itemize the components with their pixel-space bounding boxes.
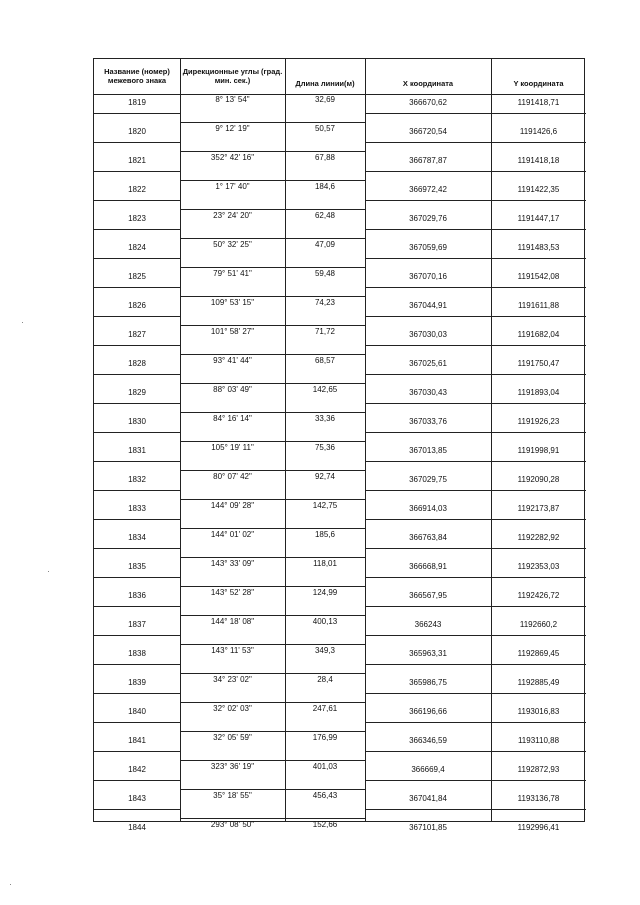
name-row-divider <box>94 374 180 375</box>
segment-row-divider <box>180 789 365 790</box>
segment-length: 349,3 <box>314 646 336 655</box>
point-name: 1831 <box>128 446 146 455</box>
segment-length: 92,74 <box>314 472 336 481</box>
point-y: 1192872,93 <box>517 765 560 774</box>
segment-angle: 143° 33' 09" <box>210 559 255 568</box>
segment-length: 142,65 <box>312 385 338 394</box>
name-row-divider <box>94 664 180 665</box>
segment-row-divider <box>180 209 365 210</box>
segment-length: 124,99 <box>312 588 338 597</box>
segment-length: 456,43 <box>312 791 338 800</box>
segment-length: 400,13 <box>312 617 338 626</box>
coord-row-divider <box>365 113 586 114</box>
point-name: 1841 <box>128 736 146 745</box>
segment-length: 62,48 <box>314 211 336 220</box>
segment-length: 185,6 <box>314 530 336 539</box>
coord-row-divider <box>365 432 586 433</box>
point-name: 1839 <box>128 678 146 687</box>
segment-row-divider <box>180 238 365 239</box>
coord-row-divider <box>365 345 586 346</box>
segment-length: 142,75 <box>312 501 338 510</box>
point-y: 1191422,35 <box>517 185 560 194</box>
point-name: 1828 <box>128 359 146 368</box>
coord-row-divider <box>365 519 586 520</box>
segment-angle: 293° 08' 50" <box>210 820 255 829</box>
segment-row-divider <box>180 499 365 500</box>
coord-row-divider <box>365 548 586 549</box>
segment-length: 59,48 <box>314 269 336 278</box>
point-name: 1843 <box>128 794 146 803</box>
scan-speck <box>48 571 49 572</box>
name-row-divider <box>94 403 180 404</box>
segment-angle: 8° 13' 54" <box>215 95 250 104</box>
point-x: 367030,03 <box>409 330 447 339</box>
segment-length: 247,61 <box>312 704 338 713</box>
name-row-divider <box>94 722 180 723</box>
segment-angle: 144° 18' 08" <box>210 617 255 626</box>
point-x: 366243 <box>414 620 442 629</box>
point-y: 1191682,04 <box>517 330 560 339</box>
segment-angle: 109° 53' 15" <box>210 298 255 307</box>
segment-angle: 144° 01' 02" <box>210 530 255 539</box>
point-x: 367029,75 <box>409 475 447 484</box>
segment-angle: 143° 52' 28" <box>210 588 255 597</box>
segment-angle: 80° 07' 42" <box>213 472 252 481</box>
segment-angle: 105° 19' 11" <box>211 443 254 452</box>
coord-row-divider <box>365 490 586 491</box>
segment-angle: 323° 36' 19" <box>210 762 255 771</box>
point-y: 1192173,87 <box>517 504 560 513</box>
segment-angle: 101° 58' 27" <box>210 327 255 336</box>
point-y: 1191542,08 <box>517 272 560 281</box>
segment-angle: 50° 32' 25" <box>213 240 252 249</box>
point-y: 1191893,04 <box>517 388 560 397</box>
segment-angle: 93° 41' 44" <box>213 356 252 365</box>
coord-row-divider <box>365 693 586 694</box>
point-x: 366669,4 <box>411 765 445 774</box>
name-row-divider <box>94 345 180 346</box>
header-y-coordinate: Y координата <box>513 79 564 89</box>
segment-length: 71,72 <box>314 327 336 336</box>
coord-row-divider <box>365 606 586 607</box>
segment-row-divider <box>180 702 365 703</box>
point-y: 1192996,41 <box>517 823 560 832</box>
point-name: 1838 <box>128 649 146 658</box>
point-name: 1835 <box>128 562 146 571</box>
point-y: 1192282,92 <box>517 533 560 542</box>
point-y: 1191926,23 <box>517 417 560 426</box>
point-y: 1192660,2 <box>519 620 558 629</box>
segment-angle: 84° 16' 14" <box>213 414 252 423</box>
point-x: 367059,69 <box>409 243 447 252</box>
point-name: 1836 <box>128 591 146 600</box>
coord-row-divider <box>365 461 586 462</box>
coord-row-divider <box>365 780 586 781</box>
point-x: 366196,66 <box>409 707 447 716</box>
coord-row-divider <box>365 229 586 230</box>
point-y: 1192869,45 <box>517 649 560 658</box>
segment-length: 118,01 <box>313 559 337 568</box>
segment-length: 32,69 <box>314 95 336 104</box>
segment-angle: 143° 11' 53" <box>211 646 254 655</box>
point-x: 367025,61 <box>409 359 447 368</box>
point-x: 366787,87 <box>409 156 447 165</box>
coord-row-divider <box>365 200 586 201</box>
point-name: 1827 <box>128 330 146 339</box>
segment-row-divider <box>180 325 365 326</box>
point-name: 1842 <box>128 765 146 774</box>
segment-row-divider <box>180 528 365 529</box>
name-row-divider <box>94 577 180 578</box>
name-row-divider <box>94 142 180 143</box>
point-name: 1820 <box>128 127 146 136</box>
segment-angle: 88° 03' 49" <box>213 385 252 394</box>
point-y: 1193016,83 <box>517 707 560 716</box>
name-row-divider <box>94 229 180 230</box>
point-name: 1840 <box>128 707 146 716</box>
coord-row-divider <box>365 722 586 723</box>
point-y: 1193136,78 <box>517 794 560 803</box>
point-y: 1191418,18 <box>517 156 560 165</box>
segment-angle: 23° 24' 20" <box>213 211 252 220</box>
point-y: 1191426,6 <box>519 127 558 136</box>
segment-length: 176,99 <box>312 733 338 742</box>
coord-row-divider <box>365 403 586 404</box>
point-x: 367101,85 <box>409 823 447 832</box>
segment-row-divider <box>180 818 365 819</box>
point-x: 365963,31 <box>409 649 447 658</box>
segment-length: 152,66 <box>312 820 338 829</box>
point-x: 366763,84 <box>409 533 447 542</box>
point-x: 366567,95 <box>409 591 447 600</box>
segment-row-divider <box>180 296 365 297</box>
point-y: 1192090,28 <box>517 475 560 484</box>
point-name: 1821 <box>128 156 146 165</box>
coord-row-divider <box>365 258 586 259</box>
coord-row-divider <box>365 287 586 288</box>
point-y: 1191611,88 <box>517 301 560 310</box>
segment-row-divider <box>180 441 365 442</box>
coord-row-divider <box>365 142 586 143</box>
point-y: 1193110,88 <box>517 736 560 745</box>
point-name: 1825 <box>128 272 146 281</box>
point-x: 367044,91 <box>409 301 447 310</box>
point-y: 1191750,47 <box>517 359 560 368</box>
segment-row-divider <box>180 586 365 587</box>
point-name: 1822 <box>128 185 146 194</box>
point-x: 366670,62 <box>409 98 447 107</box>
segment-angle: 352° 42' 16" <box>210 153 255 162</box>
point-y: 1191998,91 <box>517 446 560 455</box>
point-x: 367030,43 <box>409 388 447 397</box>
coord-row-divider <box>365 809 586 810</box>
coord-row-divider <box>365 171 586 172</box>
segment-row-divider <box>180 412 365 413</box>
segment-length: 74,23 <box>314 298 336 307</box>
point-name: 1833 <box>128 504 146 513</box>
point-name: 1824 <box>128 243 146 252</box>
segment-angle: 144° 09' 28" <box>210 501 255 510</box>
coord-row-divider <box>365 664 586 665</box>
name-row-divider <box>94 316 180 317</box>
point-name: 1830 <box>128 417 146 426</box>
segment-angle: 34° 23' 02" <box>213 675 252 684</box>
name-row-divider <box>94 809 180 810</box>
point-x: 367029,76 <box>409 214 447 223</box>
segment-angle: 32° 05' 59" <box>213 733 252 742</box>
point-x: 366346,59 <box>409 736 447 745</box>
segment-length: 75,36 <box>314 443 336 452</box>
segment-angle: 35° 18' 55" <box>213 791 252 800</box>
name-row-divider <box>94 113 180 114</box>
point-x: 366972,42 <box>409 185 447 194</box>
segment-length: 47,09 <box>314 240 336 249</box>
segment-row-divider <box>180 151 365 152</box>
segment-row-divider <box>180 615 365 616</box>
name-row-divider <box>94 635 180 636</box>
segment-row-divider <box>180 267 365 268</box>
segment-row-divider <box>180 383 365 384</box>
point-name: 1819 <box>128 98 146 107</box>
point-x: 366914,03 <box>409 504 447 513</box>
name-row-divider <box>94 171 180 172</box>
name-row-divider <box>94 751 180 752</box>
coord-row-divider <box>365 577 586 578</box>
segment-angle: 32° 02' 03" <box>213 704 252 713</box>
segment-row-divider <box>180 180 365 181</box>
coord-row-divider <box>365 751 586 752</box>
segment-row-divider <box>180 122 365 123</box>
name-row-divider <box>94 548 180 549</box>
coord-row-divider <box>365 635 586 636</box>
point-name: 1823 <box>128 214 146 223</box>
point-name: 1844 <box>128 823 146 832</box>
segment-row-divider <box>180 644 365 645</box>
segment-row-divider <box>180 731 365 732</box>
coordinates-table <box>93 58 585 832</box>
segment-length: 33,36 <box>314 414 336 423</box>
point-x: 367070,16 <box>409 272 447 281</box>
point-x: 366668,91 <box>409 562 447 571</box>
point-y: 1191447,17 <box>517 214 560 223</box>
segment-angle: 9° 12' 19" <box>215 124 250 133</box>
name-row-divider <box>94 200 180 201</box>
segment-length: 50,57 <box>314 124 336 133</box>
name-row-divider <box>94 258 180 259</box>
point-x: 367041,84 <box>409 794 447 803</box>
segment-length: 401,03 <box>312 762 338 771</box>
point-y: 1192885,49 <box>517 678 560 687</box>
scan-speck <box>10 884 11 885</box>
segment-length: 28,4 <box>317 675 333 684</box>
segment-angle: 1° 17' 40" <box>215 182 250 191</box>
point-name: 1832 <box>128 475 146 484</box>
segment-row-divider <box>180 354 365 355</box>
coord-row-divider <box>365 316 586 317</box>
name-row-divider <box>94 693 180 694</box>
point-x: 365986,75 <box>409 678 447 687</box>
point-y: 1191418,71 <box>517 98 560 107</box>
segment-row-divider <box>180 470 365 471</box>
segment-length: 68,57 <box>314 356 336 365</box>
header-point-name: Название (номер) межевого знака <box>104 66 170 85</box>
point-x: 367013,85 <box>409 446 447 455</box>
point-x: 366720,54 <box>409 127 447 136</box>
scan-speck <box>22 322 23 323</box>
name-row-divider <box>94 490 180 491</box>
segment-row-divider <box>180 760 365 761</box>
point-name: 1829 <box>128 388 146 397</box>
point-name: 1837 <box>128 620 146 629</box>
point-y: 1192426,72 <box>517 591 560 600</box>
point-x: 367033,76 <box>409 417 447 426</box>
segment-angle: 79° 51' 41" <box>213 269 252 278</box>
point-name: 1826 <box>128 301 146 310</box>
name-row-divider <box>94 461 180 462</box>
segment-row-divider <box>180 557 365 558</box>
name-row-divider <box>94 432 180 433</box>
name-row-divider <box>94 606 180 607</box>
name-row-divider <box>94 780 180 781</box>
header-x-coordinate: X координата <box>402 79 454 89</box>
segment-row-divider <box>180 673 365 674</box>
name-row-divider <box>94 287 180 288</box>
segment-length: 67,88 <box>314 153 336 162</box>
point-y: 1192353,03 <box>517 562 560 571</box>
point-name: 1834 <box>128 533 146 542</box>
segment-length: 184,6 <box>314 182 336 191</box>
header-line-length: Длина линии(м) <box>295 79 355 89</box>
name-row-divider <box>94 519 180 520</box>
header-direction-angle: Дирекционные углы (град. мин. сек.) <box>182 66 283 85</box>
point-y: 1191483,53 <box>517 243 560 252</box>
coord-row-divider <box>365 374 586 375</box>
